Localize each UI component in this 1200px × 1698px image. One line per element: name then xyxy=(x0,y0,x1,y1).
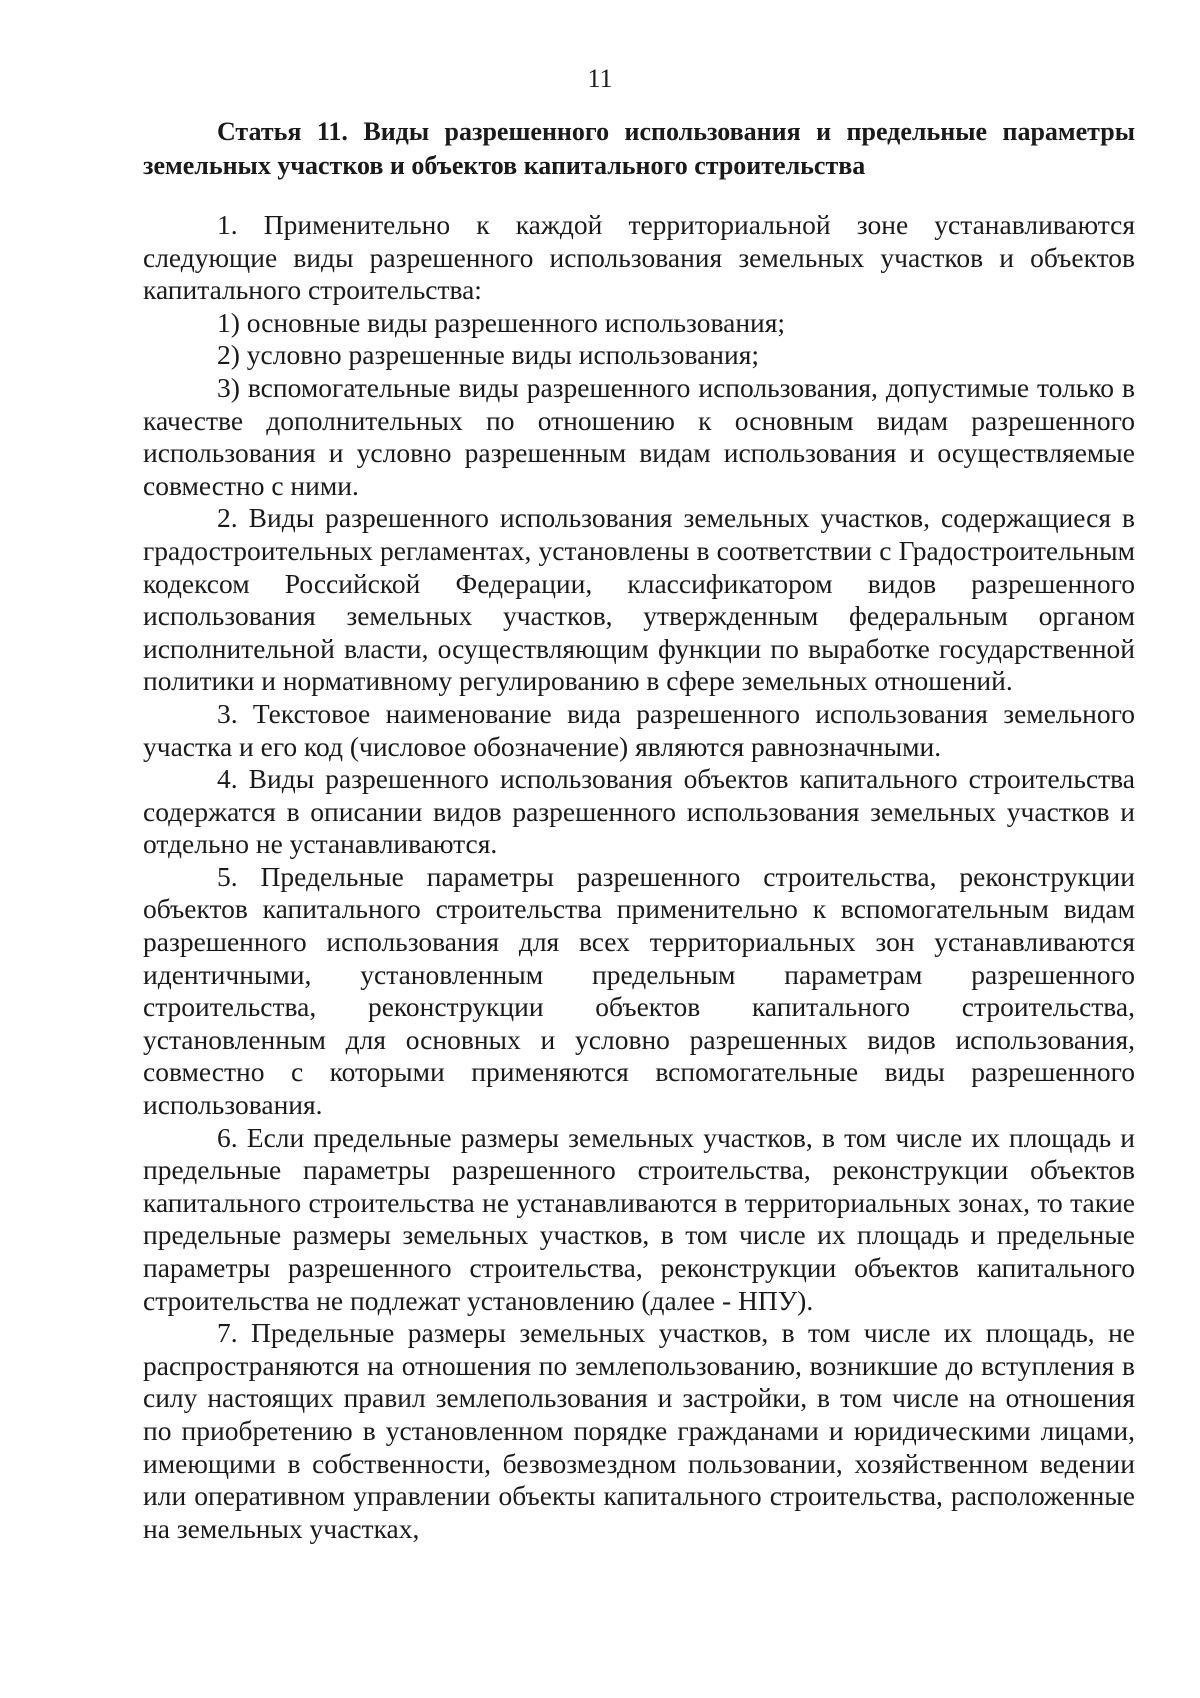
list-item-2: 2) условно разрешенные виды использования; xyxy=(217,339,760,371)
paragraph-3: 3. Текстовое наименование вида разрешенного использования земельного участка и его код (числовое обозначение) являются равнозначными. xyxy=(143,697,1135,762)
paragraph-6: 6. Если предельные размеры земельных участков, в том числе их площадь и предельные параметры разрешенного строительства, реконструкции объектов капитального строительства не устанавливаются в территориальных зонах, то такие предельные размеры земельных участков, в том числе их площадь и предельные параметры разрешенного строительства, реконструкции объектов капитального строительства не подлежат установлению (далее - НПУ). xyxy=(143,1121,1135,1316)
paragraph-4: 4. Виды разрешенного использования объектов капитального строительства содержатся в описании видов разрешенного использования земельных участков и отдельно не устанавливаются. xyxy=(143,763,1135,860)
paragraph-7: 7. Предельные размеры земельных участков, в том числе их площадь, не распространяются на отношения по землепользованию, возникшие до вступления в силу настоящих правил землепользования и застройки, в том числе на отношения по приобретению в установленном порядке гражданами и юридическими лицами, имеющими в собственности, безвозмездном пользовании, хозяйственном ведении или оперативном управлении объекты капитального строительства, расположенные на земельных участках, xyxy=(143,1317,1135,1544)
article-body xyxy=(143,209,1135,1545)
list-item-3: 3) вспомогательные виды разрешенного использования, допустимые только в качестве дополнительных по отношению к основным видам разрешенного использования и условно разрешенным видам использования и осуществляемые совместно с ними. xyxy=(143,371,1135,501)
paragraph-2: 2. Виды разрешенного использования земельных участков, содержащиеся в градостроительных регламентах, установлены в соответствии с Градостроительным кодексом Российской Федерации, классификатором видов разрешенного использования земельных участков, утвержденным федеральным органом исполнительной власти, осуществляющим функции по выработке государственной политики и нормативному регулированию в сфере земельных отношений. xyxy=(143,502,1135,697)
list-item-1: 1) основные виды разрешенного использования; xyxy=(217,306,786,338)
page-number: 11 xyxy=(587,64,613,93)
article-title: Статья 11. Виды разрешенного использования и предельные параметры земельных участков и объектов капитального строительства xyxy=(143,117,1135,180)
paragraph-5: 5. Предельные параметры разрешенного строительства, реконструкции объектов капитального строительства применительно к вспомогательным видам разрешенного использования для всех территориальных зон устанавливаются идентичными, установленным предельным параметрам разрешенного строительства, реконструкции объектов капитального строительства, установленным для основных и условно разрешенных видов использования, совместно с которыми применяются вспомогательные виды разрешенного использования. xyxy=(143,860,1135,1121)
paragraph-1: 1. Применительно к каждой территориальной зоне устанавливаются следующие виды разрешенного использования земельных участков и объектов капитального строительства: xyxy=(143,209,1135,306)
